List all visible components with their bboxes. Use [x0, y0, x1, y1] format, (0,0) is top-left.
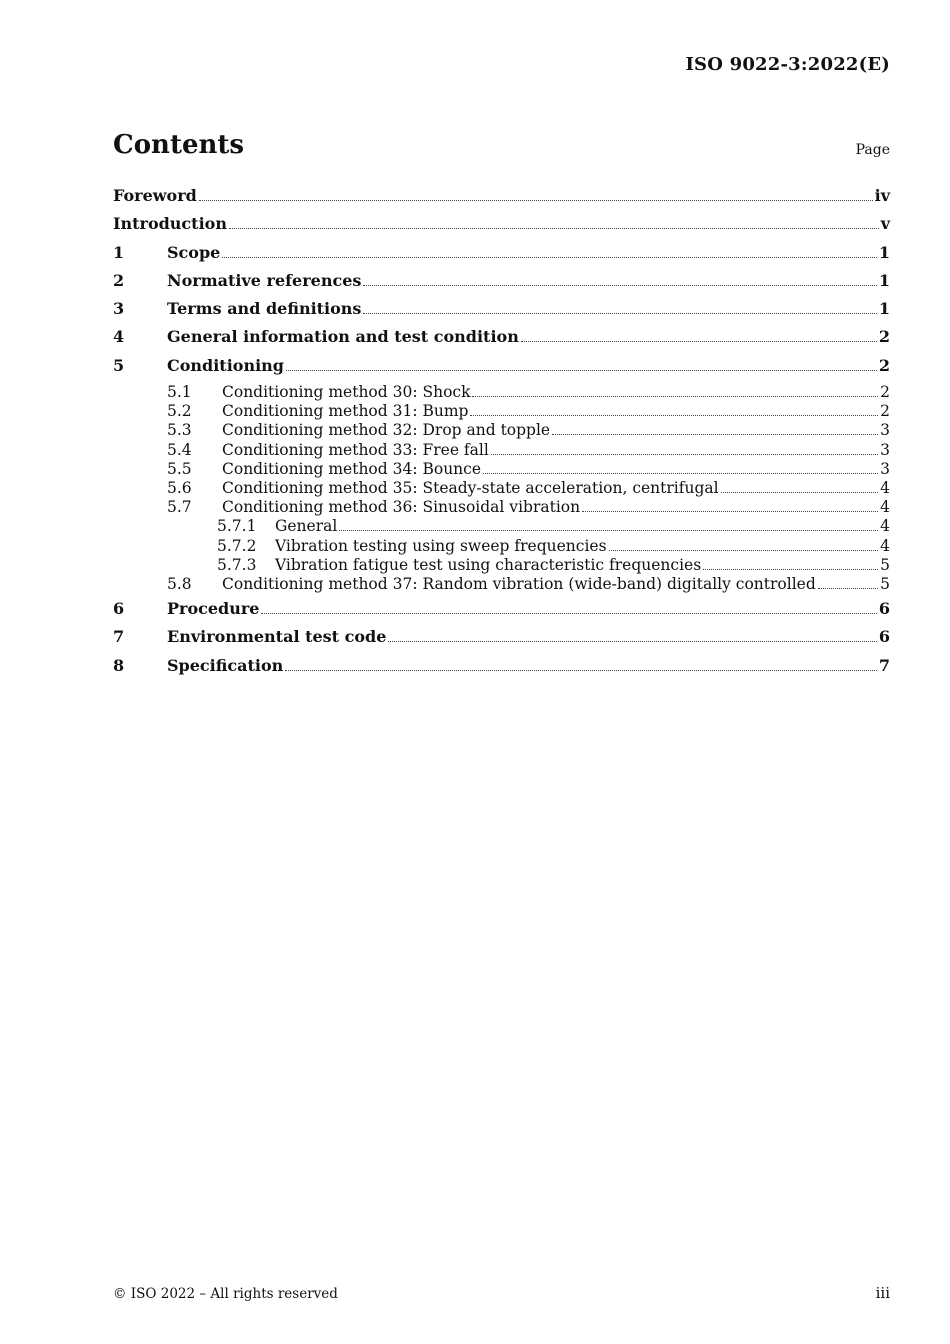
toc-entry-title: General [275, 517, 338, 536]
toc-entry-title: Terms and definitions [167, 299, 362, 319]
toc-entry-number: 5.2 [167, 402, 192, 421]
toc-entry[interactable] [113, 402, 890, 421]
toc-entry-page: 3 [880, 440, 890, 459]
toc-entry-page: 5 [880, 574, 890, 593]
dot-leader [582, 510, 878, 512]
dot-leader [199, 199, 873, 201]
dot-leader [363, 312, 876, 314]
dot-leader [818, 587, 878, 589]
toc-entry-page: v [880, 214, 890, 234]
dot-leader [483, 472, 878, 474]
toc-entry-title: Conditioning method 30: Shock [222, 383, 471, 402]
toc-entry-title: Procedure [167, 599, 260, 619]
toc-entry-page: 5 [880, 555, 890, 574]
toc-entry-title: Conditioning method 36: Sinusoidal vibration [222, 498, 581, 517]
toc-entry-page: iv [874, 186, 890, 205]
toc-entry-page: 3 [880, 459, 890, 478]
toc-entry[interactable] [113, 626, 890, 654]
toc-entry[interactable] [113, 185, 890, 213]
toc-entry-title: General information and test condition [167, 327, 519, 347]
toc-entry[interactable] [113, 421, 890, 440]
toc-entry-title: Conditioning method 35: Steady-state acceleration, centrifugal [222, 479, 719, 498]
toc-entry-number: 3 [113, 299, 125, 319]
toc-entry-page: 1 [878, 270, 890, 290]
toc-entry-number: 2 [113, 270, 125, 290]
toc-entry[interactable] [113, 575, 890, 594]
toc-entry-number: 6 [113, 599, 125, 619]
toc-entry-title: Normative references [167, 270, 362, 290]
toc-entry[interactable] [113, 655, 890, 683]
dot-leader [521, 340, 877, 342]
dot-leader [609, 549, 879, 551]
dot-leader [470, 414, 878, 416]
toc-entry-page: 3 [880, 421, 890, 440]
toc-entry-page: 1 [878, 299, 890, 319]
contents-title: Contents [113, 130, 245, 160]
toc-entry-title: Scope [167, 242, 221, 262]
toc-entry-page: 2 [878, 355, 890, 375]
toc-entry-title: Conditioning method 33: Free fall [222, 440, 489, 459]
toc-entry-title: Introduction [113, 214, 227, 234]
toc-entry-number: 5.3 [167, 421, 192, 440]
toc-entry[interactable] [113, 479, 890, 498]
dot-leader [721, 491, 879, 493]
toc-entry[interactable] [113, 383, 890, 402]
toc-entry-title: Conditioning [167, 355, 284, 375]
toc-entry-page: 2 [880, 402, 890, 421]
toc-entry-page: 7 [878, 655, 890, 675]
toc-entry-page: 4 [880, 479, 890, 498]
toc-entry-page: 2 [878, 327, 890, 347]
toc-entry-number: 5.4 [167, 440, 192, 459]
toc-entry[interactable] [113, 213, 890, 241]
copyright-notice: © ISO 2022 – All rights reserved [113, 1286, 338, 1302]
toc-entry[interactable] [113, 537, 890, 556]
toc-entry-title: Conditioning method 32: Drop and topple [222, 421, 551, 440]
toc-entry-title: Specification [167, 655, 284, 675]
toc-entry[interactable] [113, 441, 890, 460]
toc-entry-number: 5 [113, 355, 125, 375]
toc-entry-title: Conditioning method 37: Random vibration (wide-band) digitally controlled [222, 574, 816, 593]
dot-leader [388, 640, 876, 642]
toc-entry[interactable] [113, 598, 890, 626]
toc-entry-page: 6 [878, 627, 890, 647]
document-id: ISO 9022-3:2022(E) [685, 54, 890, 75]
toc-entry[interactable] [113, 556, 890, 575]
dot-leader [491, 453, 878, 455]
dot-leader [472, 395, 878, 397]
toc-entry-number: 4 [113, 327, 125, 347]
toc-entry-number: 8 [113, 655, 125, 675]
toc-entry-number: 5.7.1 [217, 517, 257, 536]
toc-entry-number: 7 [113, 627, 125, 647]
toc-entry-number: 5.1 [167, 383, 192, 402]
toc-entry[interactable] [113, 270, 890, 298]
page-column-label: Page [855, 142, 890, 158]
toc-entry[interactable] [113, 298, 890, 326]
toc-entry-number: 5.8 [167, 574, 192, 593]
page-number: iii [875, 1284, 890, 1302]
toc-entry-title: Foreword [113, 186, 197, 205]
dot-leader [285, 669, 877, 671]
dot-leader [552, 433, 878, 435]
toc-entry-title: Vibration testing using sweep frequencies [275, 536, 607, 555]
toc-entry[interactable] [113, 355, 890, 383]
toc-entry-number: 5.7 [167, 498, 192, 517]
toc-entry-page: 4 [880, 536, 890, 555]
dot-leader [703, 568, 878, 570]
dot-leader [286, 369, 877, 371]
toc-entry-title: Vibration fatigue test using characteristic frequencies [275, 555, 702, 574]
toc-entry-title: Environmental test code [167, 627, 387, 647]
dot-leader [339, 529, 878, 531]
dot-leader [229, 227, 879, 229]
toc-entry-page: 2 [880, 383, 890, 402]
dot-leader [222, 256, 877, 258]
toc-entry-number: 5.6 [167, 479, 192, 498]
toc-entry[interactable] [113, 326, 890, 354]
toc-entry-number: 5.5 [167, 459, 192, 478]
toc-entry-page: 4 [880, 498, 890, 517]
toc-entry-number: 5.7.2 [217, 536, 257, 555]
dot-leader [363, 284, 876, 286]
toc-entry-title: Conditioning method 34: Bounce [222, 459, 482, 478]
toc-entry-number: 5.7.3 [217, 555, 257, 574]
dot-leader [261, 612, 876, 614]
toc-entry[interactable] [113, 242, 890, 270]
toc-entry-page: 6 [878, 599, 890, 619]
toc-entry[interactable] [113, 517, 890, 536]
toc-entry-page: 4 [880, 517, 890, 536]
table-of-contents [113, 185, 890, 683]
toc-entry-number: 1 [113, 242, 125, 262]
toc-entry-title: Conditioning method 31: Bump [222, 402, 469, 421]
toc-entry-page: 1 [878, 242, 890, 262]
toc-entry[interactable] [113, 498, 890, 517]
toc-entry[interactable] [113, 460, 890, 479]
